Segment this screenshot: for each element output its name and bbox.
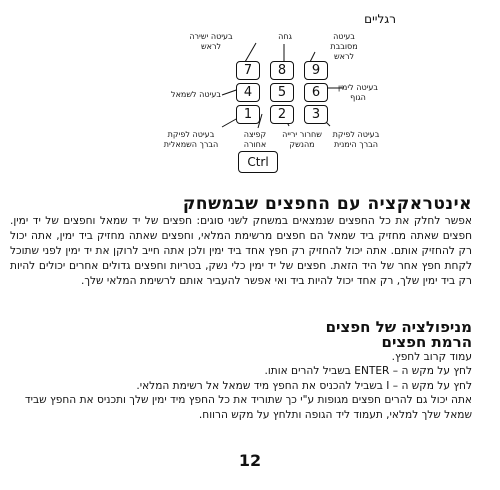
- subheading-picking-up: הרמת חפצים: [381, 333, 472, 351]
- section-heading-manipulation: מניפולציה של חפצים: [325, 318, 472, 336]
- diagram-title: רגליים: [364, 12, 396, 26]
- section-heading-interaction: אינטראקציה עם החפצים שבמשחק: [182, 194, 472, 214]
- label-header: גחה: [278, 32, 292, 41]
- page-number: 12: [238, 451, 262, 470]
- label-kick-left-knee: בעיטה לפיקת הברך השמאלית: [163, 130, 219, 149]
- label-release-weapon: שחרור ירייה מהנשק: [282, 130, 322, 149]
- key-7: 7: [236, 61, 260, 80]
- key-4: 4: [236, 83, 260, 102]
- instruction-line: אתה יכול גם להרים חפצים מגופות ע"י כך שתוריד את כל החפץ מיד ימין שלך ותכניס את החפץ שביד שמאל שלך למלאי, תעמוד ליד הגופה ותלחץ על מקש הרווח.: [24, 394, 472, 421]
- instruction-line: עמוד קרוב לחפץ.: [391, 351, 472, 363]
- key-8: 8: [270, 61, 294, 80]
- label-kick-straight-head: בעיטה ישירה לראש: [189, 32, 233, 51]
- label-kick-left: בעיטה לשמאל: [171, 90, 221, 99]
- key-ctrl: Ctrl: [238, 151, 278, 173]
- instruction-line: לחץ על מקש ה – I בשביל להכניס את החפץ מיד שמאל אל רשימת המלאי.: [136, 379, 472, 392]
- label-kick-right-body: בעיטה לימין הגוף: [337, 83, 379, 102]
- section-body-interaction: אפשר לחלק את כל החפצים שנמצאים במשחק לשני סוגים: חפצים של יד שמאל וחפצים של יד ימין. חפצים שאתה מחזיק ביד שמאל הם חפצים מרשימת המלאי, וחפצים שאתה מחזיק ביד ימין, אתה יכול רק להחזיק אותם. אתה יכול להחזיק רק חפץ אחד ביד ימין ולכן אתה חייב לרוקן את יד ימין לפני שתוכל לקחת חפץ אחר של היד הזאת. חפצים של יד ימין כלי נשק, בטריות וחפצים גדולים אחרים יכולים להיות רק ביד ימין שלך, רק אחד יכול להיות ביד ואי אפשר להעביר אותם לרשימת המלאי שלך.: [10, 215, 472, 288]
- label-kick-right-knee: בעיטה לפיקת הברך הימנית: [332, 130, 380, 149]
- label-kick-spin-head: בעיטה מסובבת לראש: [330, 32, 358, 61]
- key-3: 3: [304, 105, 328, 124]
- key-2: 2: [270, 105, 294, 124]
- key-9: 9: [304, 61, 328, 80]
- key-6: 6: [304, 83, 328, 102]
- numeric-keypad: [232, 55, 332, 133]
- key-1: 1: [236, 105, 260, 124]
- instruction-line: לחץ על מקש ה – ENTER בשביל להרים אותו.: [264, 365, 472, 378]
- key-5: 5: [270, 83, 294, 102]
- instructions-list: [10, 350, 472, 422]
- label-jump-back: קפיצה אחורה: [243, 130, 267, 149]
